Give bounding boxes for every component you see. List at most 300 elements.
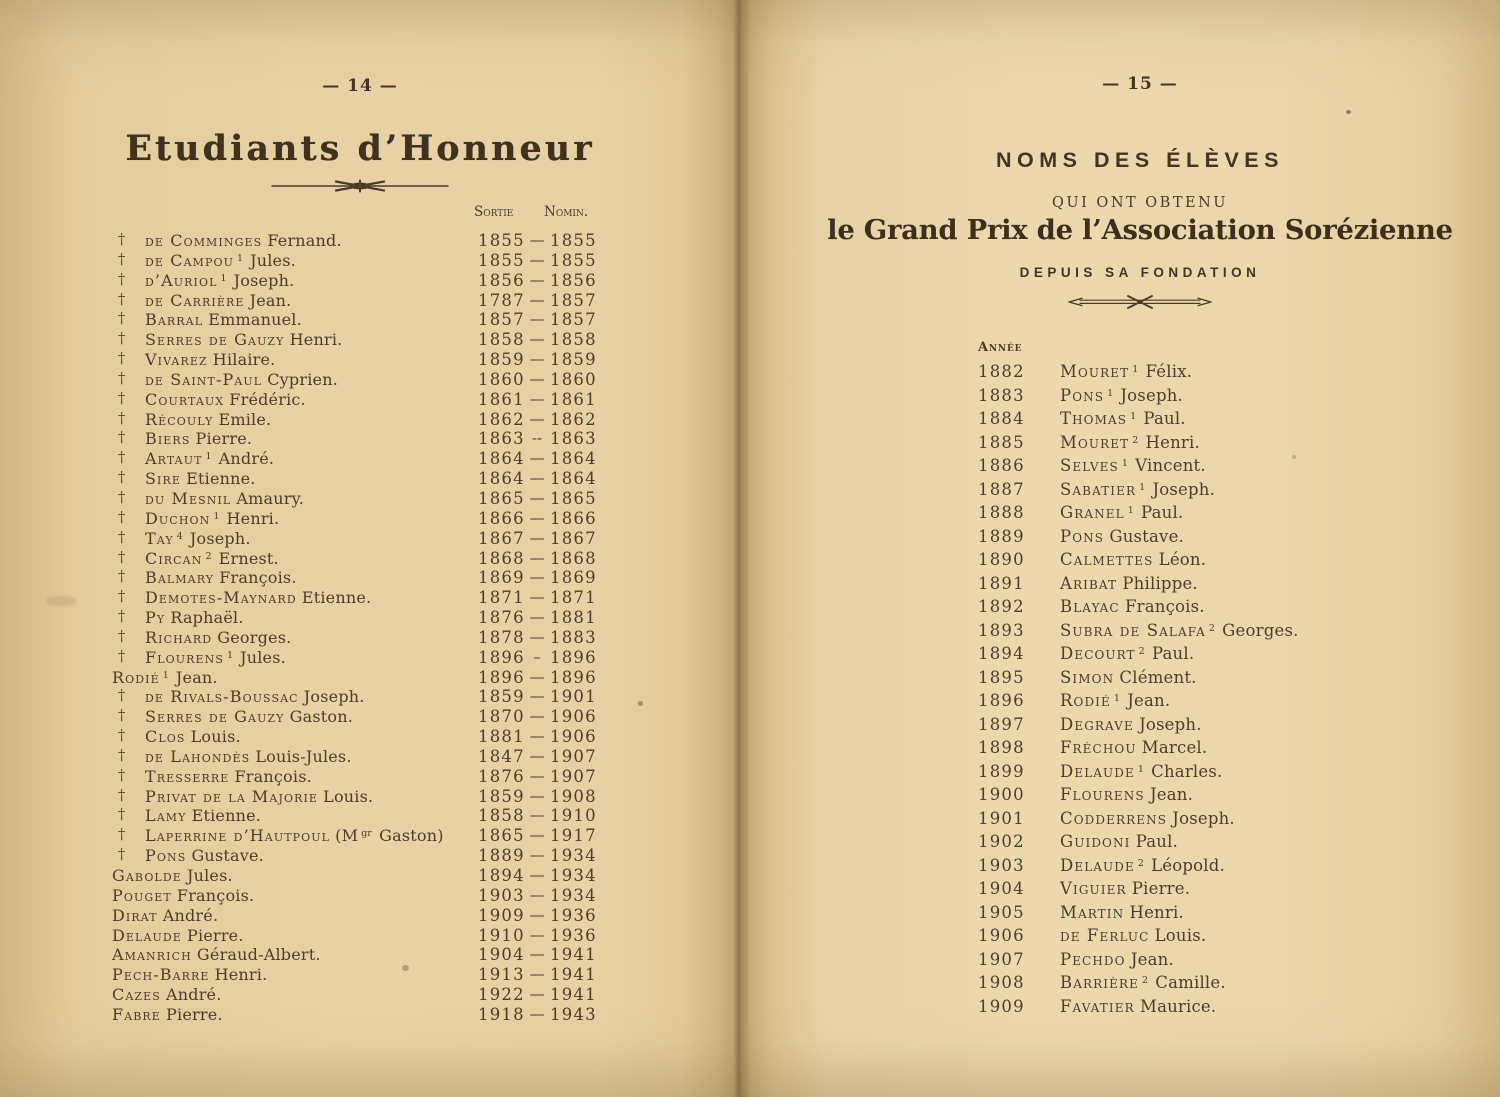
grand-prix-row (978, 948, 1418, 972)
entry-year-dash: — (529, 350, 545, 369)
grand-prix-row (978, 760, 1418, 784)
entry-year: 1894 (978, 644, 1025, 663)
entry-superscript: 1 (1113, 693, 1120, 704)
honor-roll-row (110, 449, 630, 469)
entry-given-name: François. (219, 568, 297, 588)
entry-name (145, 787, 373, 807)
entry-year: 1901 (978, 808, 1025, 828)
entry-year-dash: — (529, 548, 545, 567)
entry-year-dash: — (529, 588, 545, 607)
entry-given-name: Louis. (323, 786, 374, 806)
entry-sortie-year: 1903 (478, 885, 525, 905)
entry-name (112, 906, 218, 926)
entry-nomin-year: 1864 (550, 449, 597, 469)
entry-name (112, 985, 222, 1005)
entry-name (145, 469, 256, 489)
entry-year-dash: — (529, 508, 545, 527)
entry-superscript: 1 (1130, 411, 1137, 422)
entry-given-name: Henri. (214, 965, 268, 985)
entry-surname: Circan (145, 548, 203, 568)
entry-sortie-year: 1867 (478, 528, 525, 548)
entry-year-dash: — (529, 270, 545, 289)
dagger-icon: † (118, 311, 126, 328)
entry-name (1060, 995, 1216, 1019)
entry-given-name: Gustave. (1109, 526, 1184, 546)
entry-surname: Delaude (112, 925, 182, 945)
entry-superscript: 1 (1132, 364, 1139, 375)
entry-sortie-year: 1856 (478, 270, 525, 290)
entry-year: 1902 (978, 832, 1025, 851)
dagger-icon: † (118, 450, 126, 467)
divider-ornament-icon (1067, 294, 1213, 314)
entry-year: 1895 (978, 667, 1025, 687)
dagger-icon: † (118, 787, 126, 804)
entry-year: 1882 (978, 362, 1025, 381)
entry-year-dash: — (529, 905, 545, 924)
entry-name (145, 608, 244, 628)
entry-surname: Sire (145, 469, 182, 489)
entry-name (1060, 948, 1174, 972)
dagger-icon: † (118, 509, 126, 526)
entry-superscript: 1 (205, 451, 212, 463)
entry-superscript: 1 (226, 649, 234, 661)
entry-sortie-year: 1866 (478, 508, 525, 528)
entry-given-name: Etienne. (186, 469, 256, 489)
entry-name (112, 926, 244, 946)
honor-roll-row (110, 251, 630, 271)
entry-nomin-year: 1896 (550, 647, 597, 667)
entry-given-name: Félix. (1145, 362, 1193, 381)
entry-given-name: Paul. (1141, 503, 1184, 522)
entry-surname: Selves (1060, 456, 1119, 475)
entry-name (145, 291, 291, 311)
entry-superscript: 2 (1141, 975, 1149, 986)
entry-given-name: Hilaire. (212, 350, 276, 370)
entry-year: 1891 (978, 573, 1025, 593)
entry-superscript: 1 (220, 272, 227, 284)
entry-nomin-year: 1906 (550, 707, 597, 727)
entry-given-name: Maurice. (1139, 996, 1217, 1016)
entry-year: 1906 (978, 926, 1025, 945)
entry-surname: Flourens (1060, 785, 1145, 804)
entry-year-dash: — (529, 627, 545, 646)
entry-nomin-year: 1901 (550, 687, 597, 707)
entry-nomin-year: 1858 (550, 330, 597, 350)
entry-year-dash: — (529, 826, 545, 845)
dagger-icon: † (118, 271, 126, 288)
entry-year: 1907 (978, 949, 1025, 969)
entry-nomin-year: 1857 (550, 290, 597, 310)
entry-given-name: Paul. (1135, 832, 1179, 851)
entry-year: 1883 (978, 385, 1025, 405)
entry-name (145, 370, 338, 390)
entry-nomin-year: 1865 (550, 488, 597, 508)
honor-roll-row (110, 509, 630, 529)
honor-roll-row (110, 727, 630, 747)
honor-roll-list (110, 231, 630, 1025)
entry-given-name: Georges. (217, 627, 292, 647)
entry-given-name: François. (234, 766, 312, 786)
entry-surname: Balmary (145, 568, 215, 588)
entry-surname: Tay (145, 528, 174, 548)
entry-nomin-year: 1855 (550, 250, 597, 270)
entry-name (1060, 736, 1207, 760)
entry-superscript: 1 (1127, 505, 1134, 516)
entry-superscript: 1 (162, 669, 169, 681)
entry-surname: Sabatier (1060, 479, 1137, 499)
entry-surname: Rodié (1060, 691, 1111, 710)
entry-year: 1898 (978, 738, 1025, 757)
grand-prix-row (978, 924, 1418, 948)
entry-name (145, 806, 261, 826)
grand-prix-row (978, 384, 1418, 408)
entry-nomin-year: 1860 (550, 369, 597, 389)
entry-surname: Cazes (112, 985, 161, 1005)
entry-surname: Laperrine d’Hautpoul (145, 826, 331, 846)
entry-given-name: Jean. (1130, 949, 1174, 969)
dagger-icon: † (118, 827, 126, 844)
entry-given-name: Emile. (218, 409, 272, 429)
entry-surname: Gabolde (112, 866, 182, 885)
entry-year: 1896 (978, 691, 1025, 710)
entry-name (1060, 572, 1198, 596)
dagger-icon: † (118, 489, 126, 506)
entry-given-name: Louis. (190, 727, 241, 747)
entry-surname: Artaut (145, 449, 203, 469)
entry-name (1060, 901, 1184, 925)
entry-name (145, 410, 271, 430)
entry-superscript: 1 (1107, 387, 1114, 399)
entry-sortie-year: 1910 (478, 925, 525, 945)
entry-given-name: Henri. (289, 330, 343, 350)
entry-given-name: Léon. (1158, 550, 1207, 569)
page-number-right: — 15 — (1102, 74, 1178, 94)
grand-prix-row (978, 807, 1418, 831)
honor-roll-row (110, 846, 630, 866)
entry-year: 1909 (978, 996, 1025, 1016)
honor-roll-row (110, 668, 630, 688)
honor-roll-row (110, 648, 630, 668)
entry-sortie-year: 1858 (478, 330, 525, 350)
honor-roll-row (110, 1005, 630, 1025)
entry-year-dash: — (529, 369, 545, 388)
entry-surname: Favatier (1060, 996, 1135, 1016)
entry-name (1060, 666, 1197, 690)
entry-nomin-year: 1941 (550, 985, 597, 1005)
honor-roll-row (110, 886, 630, 906)
entry-given-name: Pierre. (166, 1004, 223, 1024)
entry-year-dash: — (529, 310, 545, 329)
entry-year-dash: — (529, 608, 545, 627)
dagger-icon: † (118, 251, 126, 268)
entry-given-name: Pierre. (187, 925, 244, 945)
entry-sortie-year: 1863 (478, 429, 525, 449)
entry-given-name: Gaston. (289, 707, 354, 727)
entry-surname: de Ferluc (1060, 926, 1150, 945)
entry-nomin-year: 1871 (550, 588, 597, 608)
entry-given-name: Joseph. (303, 687, 365, 707)
entry-year-dash: — (529, 568, 545, 587)
entry-year: 1886 (978, 456, 1025, 475)
entry-year: 1893 (978, 620, 1025, 640)
entry-given-name: Henri. (1129, 902, 1184, 922)
entry-year: 1899 (978, 761, 1025, 781)
entry-name (1060, 783, 1193, 807)
entry-sortie-year: 1876 (478, 766, 525, 786)
honor-roll-row (110, 549, 630, 569)
entry-superscript: 2 (1137, 857, 1144, 869)
heading-noms-des-eleves: NOMS DES ÉLÈVES (996, 148, 1284, 172)
entry-given-name: Raphaël. (170, 608, 244, 628)
honor-roll-row (110, 747, 630, 767)
grand-prix-row (978, 854, 1418, 878)
entry-year-dash: — (529, 746, 545, 765)
entry-given-name: Charles. (1151, 761, 1223, 781)
entry-surname: du Mesnil (145, 488, 232, 508)
grand-prix-row (978, 736, 1418, 760)
entry-year-dash: — (529, 1004, 545, 1023)
entry-surname: Demotes-Maynard (145, 588, 297, 608)
entry-given-name: Vincent. (1135, 456, 1206, 475)
entry-sortie-year: 1904 (478, 945, 525, 965)
entry-surname: Serres de Gauzy (145, 330, 285, 350)
entry-given-name: Jean. (175, 667, 218, 687)
grand-prix-row (978, 901, 1418, 925)
entry-given-name: Henri. (1145, 432, 1200, 452)
page-left (0, 0, 742, 1097)
honor-roll-row (110, 707, 630, 727)
dagger-icon: † (118, 767, 126, 784)
dagger-icon: † (118, 728, 126, 745)
entry-year-dash: — (529, 766, 545, 785)
entry-surname: Richard (145, 627, 213, 647)
entry-given-name: François. (1124, 597, 1205, 616)
entry-surname: Simon (1060, 667, 1115, 687)
dagger-icon: † (118, 569, 126, 586)
grand-prix-row (978, 454, 1418, 478)
grand-prix-row (978, 666, 1418, 690)
entry-given-name: Joseph. (1139, 714, 1202, 734)
entry-year: 1900 (978, 785, 1025, 804)
entry-sortie-year: 1889 (478, 846, 525, 866)
entry-nomin-year: 1908 (550, 786, 597, 806)
entry-superscript: 1 (213, 510, 220, 522)
entry-surname: Codderrens (1060, 808, 1168, 828)
entry-given-name: Joseph. (1172, 808, 1235, 828)
honor-roll-row (110, 787, 630, 807)
entry-nomin-year: 1883 (550, 627, 597, 647)
grand-prix-row (978, 548, 1418, 572)
entry-sortie-year: 1922 (478, 985, 525, 1005)
entry-nomin-year: 1934 (550, 866, 597, 885)
entry-surname: Biers (145, 429, 191, 449)
entry-year: 1884 (978, 409, 1025, 428)
entry-year-dash: — (529, 727, 545, 746)
entry-year-dash: — (529, 885, 545, 904)
entry-nomin-year: 1941 (550, 945, 597, 965)
entry-sortie-year: 1870 (478, 707, 525, 727)
grand-prix-row (978, 689, 1418, 713)
entry-given-name: Marcel. (1141, 738, 1208, 757)
grand-prix-row (978, 877, 1418, 901)
entry-superscript: 1 (1137, 763, 1144, 775)
entry-surname: Subra de Salafa (1060, 620, 1206, 640)
entry-given-name: Paul. (1143, 409, 1186, 428)
entry-surname: Pech-Barre (112, 965, 210, 985)
entry-year-dash: — (529, 409, 545, 428)
entry-sortie-year: 1860 (478, 369, 525, 389)
dagger-icon: † (118, 331, 126, 348)
heading-depuis-sa-fondation: DEPUIS SA FONDATION (1019, 265, 1261, 280)
entry-surname: Serres de Gauzy (145, 707, 285, 727)
honor-roll-row (110, 608, 630, 628)
entry-name (145, 310, 302, 330)
entry-sortie-year: 1881 (478, 727, 525, 747)
honor-roll-row (110, 806, 630, 826)
entry-name (1060, 830, 1178, 854)
entry-name (145, 231, 342, 251)
entry-sortie-year: 1869 (478, 568, 525, 588)
entry-given-name: Philippe. (1122, 573, 1198, 593)
entry-year-dash: — (529, 806, 545, 825)
entry-surname: Guidoni (1060, 832, 1131, 851)
entry-given-name: André. (166, 985, 222, 1005)
entry-sortie-year: 1864 (478, 469, 525, 489)
entry-year-dash: — (529, 231, 545, 249)
honor-roll-row (110, 588, 630, 608)
entry-year: 1892 (978, 597, 1025, 616)
entry-surname: de Carrière (145, 290, 245, 310)
entry-year-dash: — (529, 985, 545, 1004)
entry-given-name: Amaury. (236, 488, 305, 508)
entry-name (1060, 548, 1206, 572)
honor-roll-row (110, 965, 630, 985)
entry-sortie-year: 1855 (478, 250, 525, 270)
honor-roll-row (110, 390, 630, 410)
entry-sortie-year: 1859 (478, 350, 525, 370)
entry-name (145, 767, 312, 787)
entry-sortie-year: 1896 (478, 647, 525, 667)
entry-name (145, 687, 365, 707)
divider-ornament-icon (270, 178, 450, 198)
entry-surname: de Saint-Paul (145, 369, 263, 389)
dagger-icon: † (118, 351, 126, 368)
entry-sortie-year: 1868 (478, 548, 525, 568)
dagger-icon: † (118, 390, 126, 407)
entry-year: 1908 (978, 973, 1025, 992)
grand-prix-row (978, 525, 1418, 549)
honor-roll-row (110, 866, 630, 886)
entry-year: 1897 (978, 714, 1025, 734)
entry-name (1060, 807, 1235, 831)
honor-roll-row (110, 469, 630, 489)
entry-year: 1903 (978, 855, 1025, 875)
entry-given-name: (M $^{gr}$ Gaston) (335, 826, 444, 846)
honor-roll-row (110, 310, 630, 330)
honor-roll-row (110, 945, 630, 965)
honor-roll-row (110, 767, 630, 787)
entry-sortie-year: 1871 (478, 588, 525, 608)
entry-superscript: 4 (176, 530, 183, 542)
entry-name (1060, 525, 1184, 549)
entry-given-name: Joseph. (1152, 479, 1216, 499)
entry-given-name: Jules. (250, 250, 296, 270)
entry-name (145, 489, 304, 509)
entry-nomin-year: 1943 (550, 1004, 597, 1024)
entry-given-name: Paul. (1151, 644, 1195, 663)
entry-year-dash: — (529, 786, 545, 805)
entry-year: 1905 (978, 902, 1025, 922)
dagger-icon: † (118, 648, 126, 665)
entry-nomin-year: 1862 (550, 409, 597, 429)
entry-surname: Martin (1060, 902, 1125, 922)
entry-surname: Récouly (145, 409, 214, 429)
honor-roll-row (110, 291, 630, 311)
entry-year: 1890 (978, 550, 1025, 569)
entry-given-name: Clément. (1119, 667, 1197, 687)
entry-given-name: Louis-Jules. (255, 746, 352, 766)
entry-given-name: Joseph. (189, 528, 251, 548)
honor-roll-row (110, 985, 630, 1005)
entry-sortie-year: 1894 (478, 866, 525, 885)
entry-given-name: Jean. (249, 290, 292, 310)
entry-nomin-year: 1863 (550, 429, 597, 449)
entry-sortie-year: 1878 (478, 627, 525, 647)
dagger-icon: † (118, 370, 126, 387)
entry-surname: Pons (1060, 385, 1105, 405)
entry-given-name: Ernest. (218, 548, 279, 568)
entry-given-name: Henri. (226, 508, 280, 528)
entry-given-name: Etienne. (191, 806, 262, 826)
entry-superscript: 1 (1121, 458, 1128, 469)
grand-prix-row (978, 995, 1418, 1019)
entry-year-dash: — (529, 846, 545, 865)
entry-surname: Thomas (1060, 409, 1128, 428)
entry-sortie-year: 1865 (478, 488, 525, 508)
grand-prix-row (978, 501, 1418, 525)
year-column-header: Année (978, 340, 1023, 355)
dagger-icon: † (118, 291, 126, 308)
honor-roll-row (110, 926, 630, 946)
entry-given-name: Emmanuel. (208, 310, 302, 330)
entry-sortie-year: 1864 (478, 449, 525, 469)
entry-sortie-year: 1857 (478, 310, 525, 330)
entry-sortie-year: 1913 (478, 965, 525, 985)
entry-superscript: 2 (205, 550, 212, 562)
entry-year-dash: — (529, 330, 545, 349)
entry-given-name: Géraud-Albert. (196, 945, 321, 965)
entry-given-name: Frédéric. (229, 389, 306, 409)
entry-surname: Tresserre (145, 766, 230, 786)
entry-nomin-year: 1896 (550, 667, 597, 687)
heading-qui-ont-obtenu: QUI ONT OBTENU (1051, 195, 1228, 211)
grand-prix-row (978, 713, 1418, 737)
entry-name (112, 1005, 223, 1025)
dagger-icon: † (118, 430, 126, 447)
entry-superscript: 2 (1132, 434, 1139, 446)
entry-surname: de Campou (145, 250, 234, 270)
entry-sortie-year: 1859 (478, 687, 525, 707)
dagger-icon: † (118, 847, 126, 864)
entry-given-name: Pierre. (1131, 879, 1191, 898)
honor-roll-row (110, 628, 630, 648)
entry-sortie-year: 1859 (478, 786, 525, 806)
entry-nomin-year: 1936 (550, 925, 597, 945)
entry-year: 1887 (978, 479, 1025, 499)
entry-name (145, 429, 252, 449)
entry-year: 1889 (978, 526, 1025, 546)
entry-given-name: Gustave. (191, 846, 264, 866)
